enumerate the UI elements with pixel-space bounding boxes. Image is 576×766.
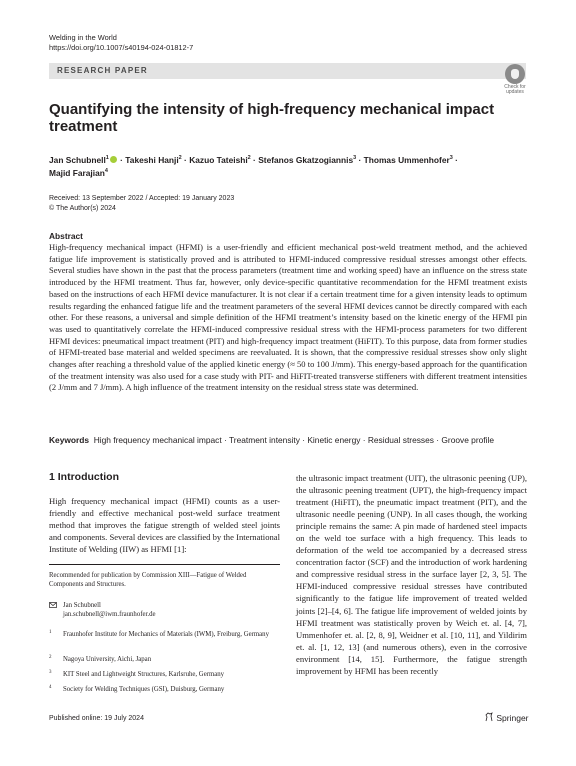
author-name[interactable]: Jan Schubnell [49,154,106,165]
keywords-text: High frequency mechanical impact · Treatment intensity · Kinetic energy · Residual stresses · Groove profile [93,435,494,445]
affiliation-text: Nagoya University, Aichi, Japan [63,656,152,663]
keywords-label: Keywords [49,435,90,445]
check-for-updates-icon [505,64,525,84]
intro-right-column: the ultrasonic impact treatment (UIT), the ultrasonic peening (UP), the ultrasonic peening treatment (UPT), the high-frequency impact treatment (HiFIT), the pneumatic impact treatment (PIT), and the ultrasonic needle peening (UNP). In all cases though, the working principle remains the same: A pin made of hardened steel impacts on the weld toe surface with a high frequency. This leads to deformation of the weld toe accompanied by a decreased stress concentration factor (SCF) and the introduction of work hardening and compressive residual stress in the surface layer [2, 3, 5]. The HFMI-induced compressive residual stresses have contributed significantly to the fatigue life improvement of treated welded joints [2]–[4, 6]. The fatigue life improvement of welded joints by HFMI treatment was statistically proven by Weich et. al. [4, 7], Ummenhofer et. al. [2, 8, 9], Weidner et al. [10, 11], and Yildirim et. al. [1, 12, 13] (and numerous others), even in the corrosive environment [14, 15]. Furthermore, the fatigue strength improvement by HFMI has been recently [296,473,527,676]
author-affiliation-marker: 4 [104,168,108,175]
footnote-divider [49,564,280,565]
paper-title: Quantifying the intensity of high-frequency mechanical impact treatment [49,101,495,135]
author-name[interactable]: Kazuo Tateishi [189,154,248,165]
section-heading-introduction: 1 Introduction [49,471,119,483]
orcid-icon[interactable] [110,156,117,163]
affiliation-3 [49,670,280,679]
abstract-heading: Abstract [49,231,83,241]
author-separator: · [117,154,126,165]
corresponding-name: Jan Schubnell [63,602,101,609]
abstract-text: High-frequency mechanical impact (HFMI) is a user-friendly and efficient mechanical post-weld treatment method, and the achieved fatigue life improvement is statistically proved and is attributed to HFMI-induced compressive residual stresses amongst other effects. Several studies have shown in the past that the process parameters (treatment time and working speed) have an influence on the stress state introduced by the HFMI treatment. Thus far, however, only device-specific quantitative recommendation for the HFMI treatment exists based on the instructions of each HFMI device manufacturer. It is not clear if a certain treatment time for a given intensity leads to optimum results regarding the enhanced fatigue life and the treatment parameters of the several HFMI devices cannot be directly compared with each other. For these reasons, a universal and simple definition of the HFMI treatment’s intensity based on the kinetic energy of the HFMI pin was used to quantitatively correlate the HFMI-induced compressive residual stress with the HFMI-process parameters for two different HFMI devices: pneumatical impact treatment (PIT) and high-frequency impact treatment (HiFIT). To this purpose, data from former studies of HFMI-treated base material and welded specimens are reevaluated. It is shown, that the compressive residual stresses show only slight changes after reaching a threshold value of the applied kinetic energy (≈ 50 to 100 J/mm). This energy-based approach for the quantification of the treatment intensity was also used for a case study with PIT- and HiFIT-treated transverse stiffeners with different treatment intensities (2 J/mm and 7 J/mm). A high influence of the treatment intensity on the residual stress state was determined. [49,242,527,393]
affiliation-text: Society for Welding Techniques (GSI), Duisburg, Germany [63,686,225,693]
author-separator: · [356,154,364,165]
author-separator: · [250,154,259,165]
author-affiliation-marker: 2 [247,155,251,161]
journal-doi-link[interactable]: https://doi.org/10.1007/s40194-024-01812-7 [49,43,194,52]
journal-header [49,33,193,53]
author-affiliation-marker: 1 [105,155,109,161]
author-separator: · [181,154,190,165]
article-dates [49,194,234,213]
article-type-label: RESEARCH PAPER [57,66,148,75]
affiliation-2 [49,655,280,664]
affiliation-number: 2 [49,655,52,660]
publisher-logo [484,712,529,723]
check-for-updates-label: Check for updates [504,84,526,95]
affiliation-number: 4 [49,685,52,690]
published-online: Published online: 19 July 2024 [49,715,144,722]
author-name[interactable]: Stefanos Gkatzogiannis [258,154,354,165]
author-name[interactable]: Takeshi Hanji [125,154,179,165]
affiliation-text: KIT Steel and Lightweight Structures, Karlsruhe, Germany [63,671,225,678]
article-type-banner [49,63,526,79]
author-affiliation-marker: 3 [449,155,453,161]
author-separator: · [452,154,458,165]
intro-left-column: High frequency mechanical impact (HFMI) counts as a user-friendly and effective mechanical post-weld surface treatment method that improves the fatigue strength of welded steel joints and components. Several devices are classified by the International Institute of Welding (IIW) as HFMI [1]: [49,496,280,555]
publisher-name: Springer [496,713,529,723]
journal-name: Welding in the World [49,33,117,42]
copyright: © The Author(s) 2024 [49,204,116,212]
envelope-icon [49,602,57,608]
affiliation-text: Fraunhofer Institute for Mechanics of Materials (IWM), Freiburg, Germany [63,631,269,638]
recommendation-note: Recommended for publication by Commission XIII—Fatigue of Welded Components and Structures. [49,572,247,589]
affiliation-number: 1 [49,630,52,635]
affiliation-4 [49,685,280,694]
author-name[interactable]: Majid Farajian [49,168,105,179]
keywords [49,435,527,446]
author-name[interactable]: Thomas Ummenhofer [363,154,450,165]
author-affiliation-marker: 2 [178,155,182,161]
corresponding-email[interactable]: jan.schubnell@iwm.fraunhofer.de [63,611,156,619]
author-affiliation-marker: 3 [353,155,357,161]
affiliation-1 [49,630,280,639]
author-list [49,153,519,180]
received-accepted: Received: 13 September 2022 / Accepted: 19 January 2023 [49,195,235,202]
corresponding-author [49,601,156,620]
springer-horse-icon [484,712,494,722]
affiliation-number: 3 [49,670,52,675]
check-for-updates-button[interactable] [500,64,530,94]
